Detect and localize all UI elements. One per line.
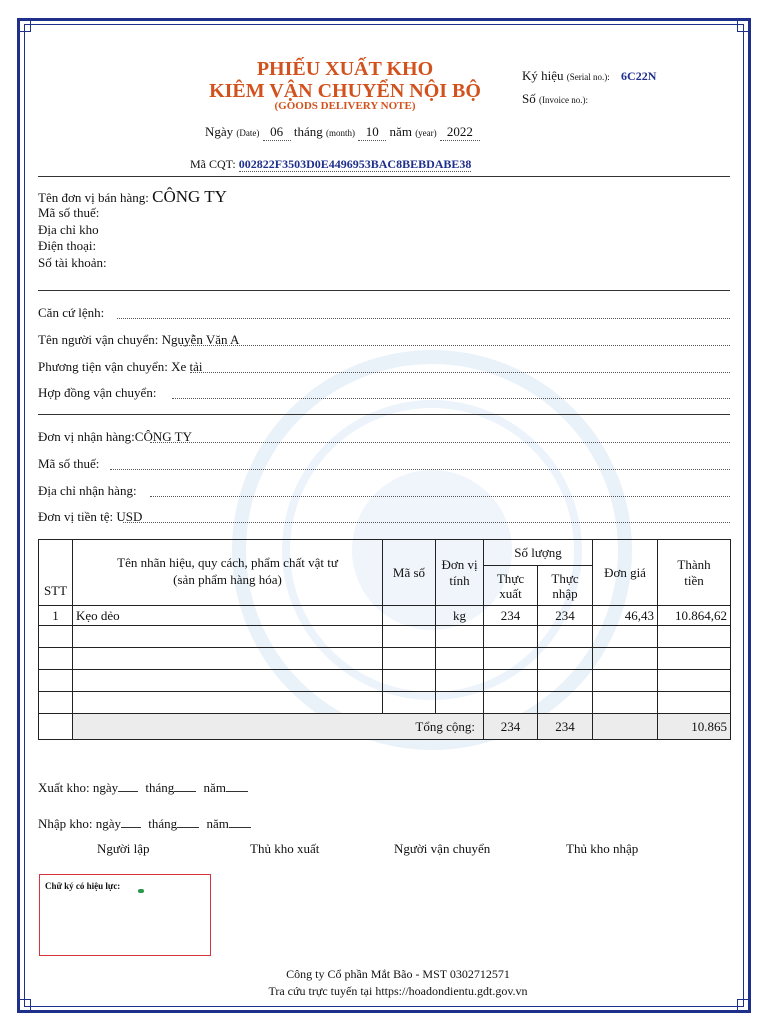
receiver-address-field: Địa chỉ nhận hàng: — [38, 483, 137, 498]
import-date-field: Nhập kho: ngày tháng năm — [38, 816, 251, 832]
receiver-tax-line — [110, 469, 730, 470]
currency-field: Đơn vị tiền tệ: USD — [38, 509, 143, 524]
valid-signature-label: Chữ ký có hiệu lực: — [45, 881, 121, 891]
sign-carrier: Người vận chuyển — [394, 841, 491, 856]
contract-line — [172, 398, 730, 399]
table-total-row — [39, 714, 731, 740]
vehicle-value: Xe tải — [171, 359, 203, 374]
valid-signature-box — [39, 874, 211, 956]
total-qty-in: 234 — [538, 714, 593, 740]
year-value: 2022 — [440, 124, 480, 141]
sign-import-keeper: Thủ kho nhập — [566, 841, 639, 856]
seller-account-label: Số tài khoản: — [38, 255, 107, 270]
header-divider — [38, 176, 730, 177]
vehicle-line — [190, 372, 730, 373]
doc-subtitle: KIÊM VẬN CHUYỂN NỘI BỘ — [209, 80, 481, 102]
sign-creator: Người lập — [97, 841, 150, 856]
corner-ornament — [17, 18, 31, 32]
month-value: 10 — [358, 124, 386, 141]
currency-value: USD — [116, 509, 143, 524]
sign-export-keeper: Thủ kho xuất — [250, 841, 320, 856]
day-value: 06 — [263, 124, 291, 141]
cqt-value: 002822F3503D0E4496953BAC8BEBDABE38 — [238, 157, 472, 171]
invoice-field: Số (Invoice no.): — [522, 91, 588, 106]
transport-divider — [38, 414, 730, 415]
carrier-line — [180, 345, 730, 346]
seller-divider — [38, 290, 730, 291]
seller-name-field: Tên đơn vị bán hàng: CÔNG TY — [38, 187, 227, 206]
serial-value: 6C22N — [621, 69, 657, 83]
col-qty-group: Số lượng — [484, 540, 593, 566]
footer-company: Công ty Cổ phần Mắt Bão - MST 0302712571 — [286, 967, 510, 981]
export-date-field: Xuất kho: ngày tháng năm — [38, 780, 248, 796]
receiver-unit-line — [150, 442, 730, 443]
table-row-empty — [39, 648, 731, 670]
corner-ornament — [737, 999, 751, 1013]
col-code: Mã số — [383, 540, 436, 606]
col-qty-out: Thực xuất — [484, 566, 538, 606]
corner-ornament — [737, 18, 751, 32]
col-stt: STT — [39, 540, 73, 606]
table-row-empty — [39, 670, 731, 692]
corner-ornament — [17, 999, 31, 1013]
table-row: 1 Kẹo dẻo kg 234 234 46,43 10.864,62 — [39, 606, 731, 626]
receiver-unit-value: CÔNG TY — [134, 429, 192, 444]
currency-line — [123, 522, 730, 523]
table-row-empty — [39, 692, 731, 714]
date-line: Ngày (Date) 06 tháng (month) 10 năm (year) 2022 — [205, 124, 480, 141]
table-row-empty — [39, 626, 731, 648]
total-qty-out: 234 — [484, 714, 538, 740]
order-field: Căn cứ lệnh: — [38, 305, 105, 320]
check-icon — [138, 889, 144, 893]
doc-title-english: (GOODS DELIVERY NOTE) — [274, 100, 416, 112]
contract-field: Hợp đồng vận chuyển: — [38, 385, 157, 400]
footer-lookup: Tra cứu trực tuyến tại https://hoadondientu.gdt.gov.vn — [268, 984, 528, 998]
order-line — [117, 318, 730, 319]
cqt-code: Mã CQT: 002822F3503D0E4496953BAC8BEBDABE38 — [190, 157, 472, 171]
carrier-value: Nguyễn Văn A — [161, 332, 240, 347]
total-label: Tổng cộng: — [73, 714, 484, 740]
items-table — [38, 539, 731, 740]
col-price: Đơn giá — [593, 540, 658, 606]
doc-title: PHIẾU XUẤT KHO — [256, 58, 434, 80]
vehicle-field: Phương tiện vận chuyển: Xe tải — [38, 359, 203, 374]
col-unit: Đơn vị tính — [436, 540, 484, 606]
carrier-field: Tên người vận chuyển: Nguyễn Văn A — [38, 332, 240, 347]
col-name: Tên nhãn hiệu, quy cách, phẩm chất vật tư (sản phẩm hàng hóa) — [73, 540, 383, 606]
serial-field: Ký hiệu (Serial no.): 6C22N — [522, 68, 657, 83]
col-total: Thành tiền — [658, 540, 731, 606]
receiver-address-line — [150, 496, 730, 497]
seller-tax-label: Mã số thuế: — [38, 205, 100, 220]
seller-address-label: Địa chỉ kho — [38, 222, 99, 237]
total-amount: 10.865 — [658, 714, 731, 740]
seller-phone-label: Điện thoại: — [38, 238, 97, 253]
col-qty-in: Thực nhập — [538, 566, 593, 606]
receiver-unit-field: Đơn vị nhận hàng:CÔNG TY — [38, 429, 192, 444]
seller-name-value: CÔNG TY — [152, 187, 227, 206]
receiver-tax-field: Mã số thuế: — [38, 456, 100, 471]
